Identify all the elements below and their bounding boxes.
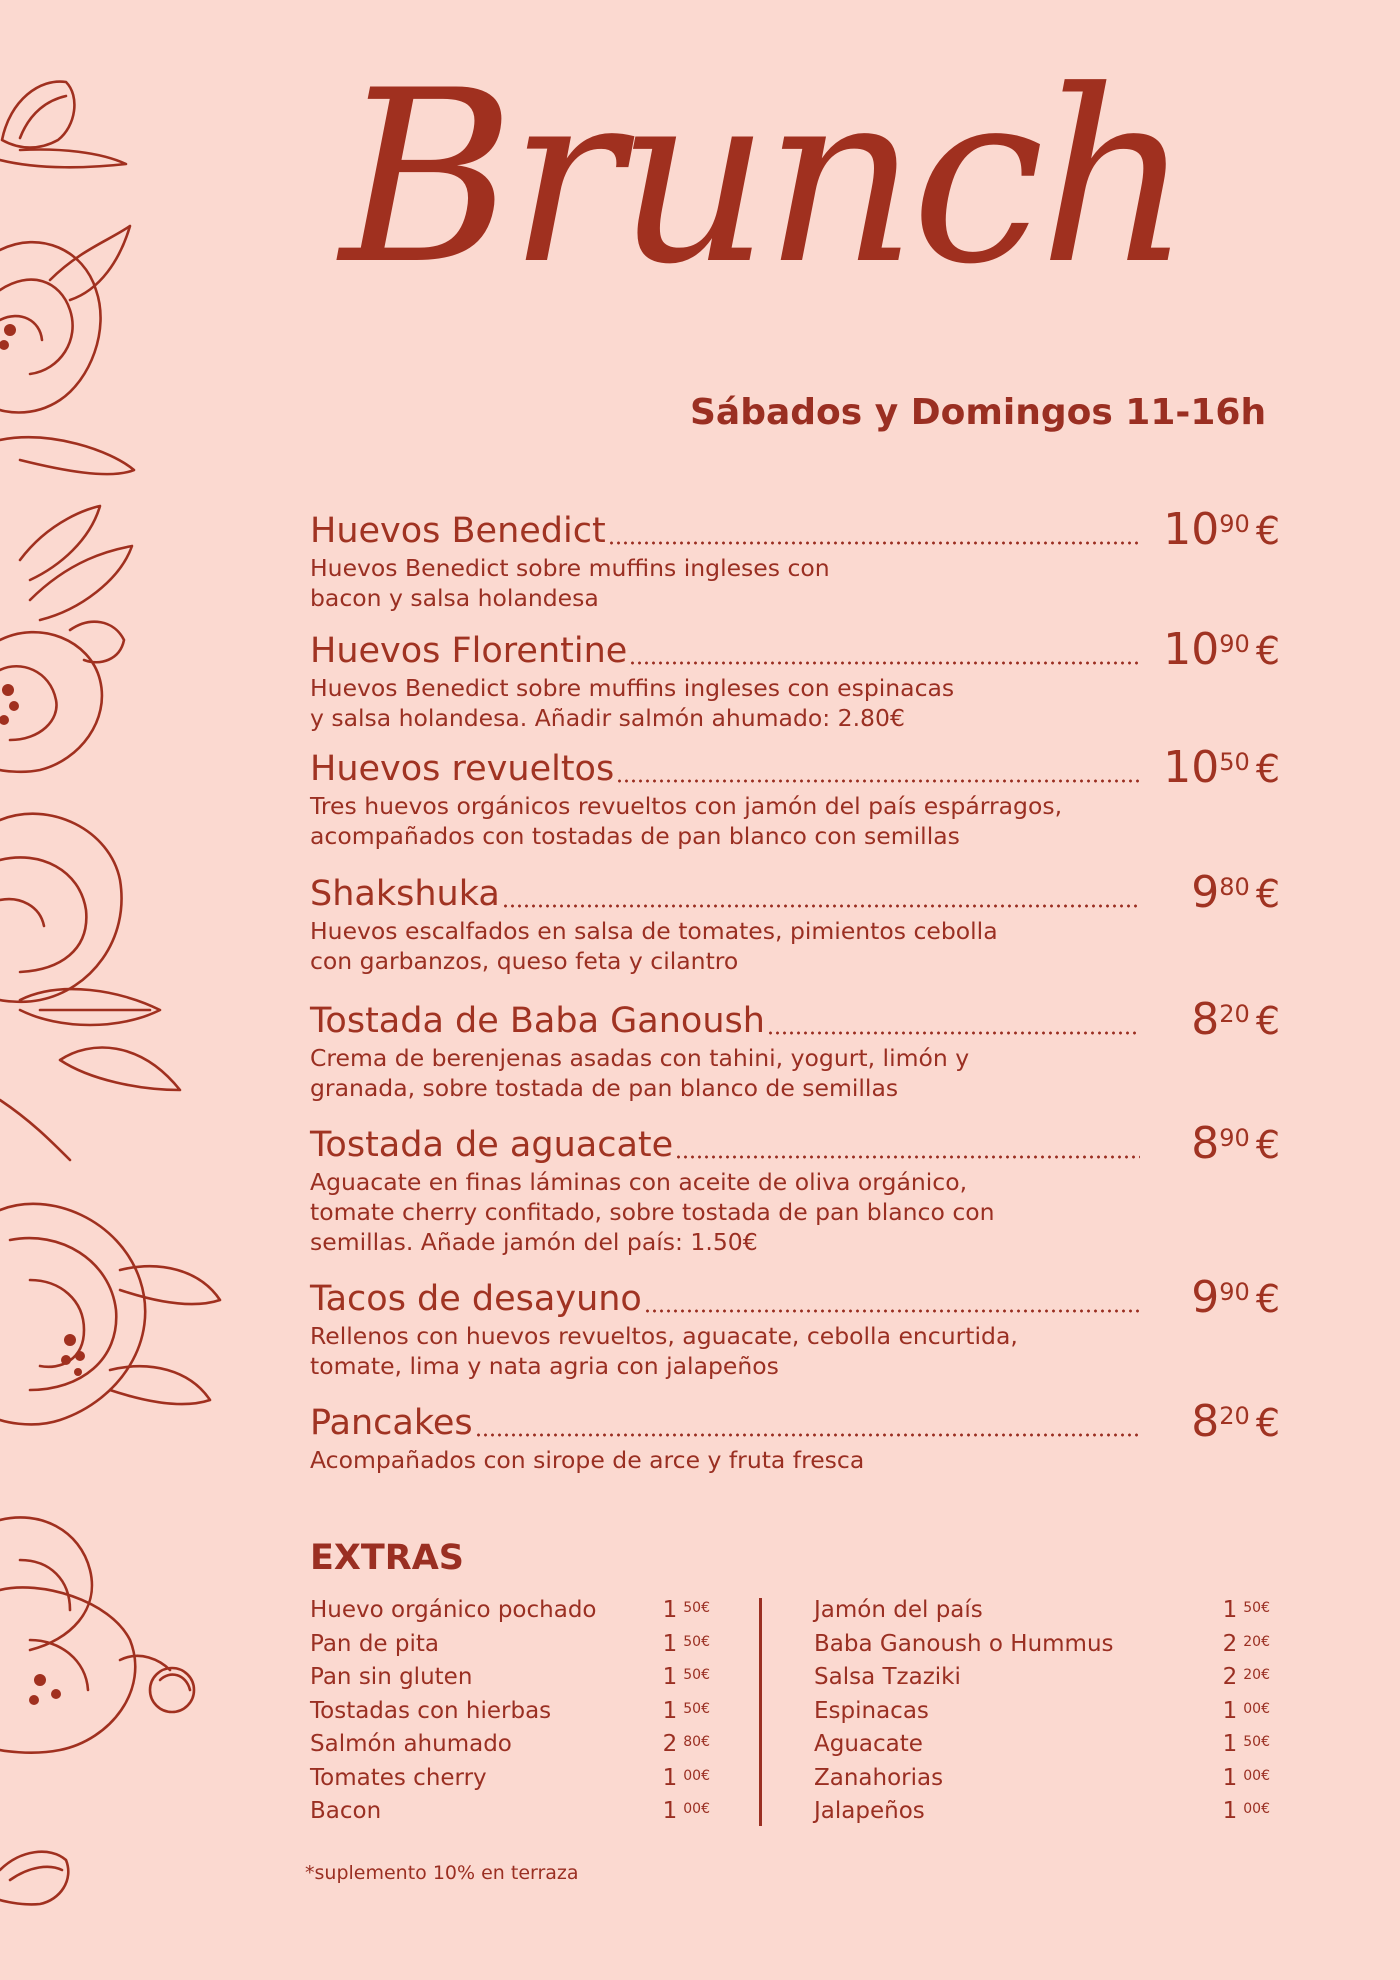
extra-item [310,1628,710,1662]
extra-item [814,1594,1270,1628]
price-decimal: 50€ [683,1700,710,1717]
schedule-subtitle: Sábados y Domingos 11-16h [690,392,1267,433]
description-line: Acompañados con sirope de arce y fruta fresca [310,1446,865,1474]
price-currency: € [1255,872,1280,916]
floral-illustration-icon [0,0,240,1980]
menu-item-name: Huevos Florentine [310,631,628,671]
menu-item-price [1152,1272,1280,1323]
price-decimal: 80 [1219,873,1250,901]
price-integer: 1 [1222,1731,1238,1757]
price-integer: 1 [662,1798,678,1824]
dot-leader [475,1431,1140,1439]
menu-item-price [1152,504,1280,555]
description-line: Crema de berenjenas asadas con tahini, yogurt, limón y [310,1044,970,1072]
extra-item-name: Zanahorias [814,1764,944,1791]
price-decimal: 90 [1219,1124,1250,1152]
dot-leader [608,539,1140,547]
description-line: granada, sobre tostada de pan blanco de semillas [310,1074,899,1102]
price-decimal: 90 [1219,1278,1250,1306]
menu-item [310,624,1280,733]
extra-item-price [1223,1594,1270,1628]
menu-item-name: Huevos Benedict [310,511,606,551]
price-integer: 1 [1222,1697,1238,1724]
price-integer: 1 [662,1630,678,1657]
extras-title: EXTRAS [310,1538,465,1578]
description-line: tomate cherry confitado, sobre tostada de pan blanco con [310,1198,995,1226]
extra-item-name: Tomates cherry [310,1764,487,1791]
extra-item [814,1695,1270,1729]
price-integer: 8 [1191,994,1220,1045]
menu-item-price [1152,867,1280,918]
menu-item-name: Shakshuka [310,874,500,914]
extra-item-price [663,1695,710,1729]
description-line: Huevos escalfados en salsa de tomates, pimientos cebolla [310,917,998,945]
price-integer: 9 [1191,1272,1220,1323]
price-decimal: 20 [1219,1402,1250,1430]
menu-item [310,504,1280,613]
dot-leader [616,777,1140,785]
extra-item-price [663,1661,710,1695]
menu-item-price [1152,1396,1280,1447]
price-integer: 10 [1163,504,1220,555]
menu-item-description [310,553,1280,613]
price-decimal: 50€ [683,1667,710,1683]
extra-item-name: Aguacate [814,1731,923,1757]
price-integer: 2 [662,1731,678,1757]
price-decimal: 20€ [1243,1667,1270,1683]
price-integer: 1 [1222,1597,1238,1623]
menu-item-description [310,1167,1280,1257]
price-integer: 1 [662,1597,678,1623]
extra-item-name: Espinacas [814,1697,929,1724]
price-decimal: 00€ [1243,1801,1270,1817]
price-integer: 8 [1191,1396,1220,1447]
extra-item-name: Salmón ahumado [310,1731,512,1757]
menu-item-price [1152,742,1280,793]
menu-item-description [310,791,1280,851]
extra-item-name: Pan de pita [310,1630,439,1657]
extra-item-price [1223,1661,1270,1695]
price-integer: 10 [1163,624,1220,675]
extra-item-price [1223,1795,1270,1829]
description-line: y salsa holandesa. Añadir salmón ahumado: 2.80€ [310,704,905,732]
price-currency: € [1255,747,1280,791]
extra-item-name: Baba Ganoush o Hummus [814,1630,1114,1657]
extra-item-name: Jalapeños [814,1798,925,1824]
description-line: tomate, lima y nata agria con jalapeños [310,1352,779,1380]
description-line: semillas. Añade jamón del país: 1.50€ [310,1228,758,1256]
menu-item [310,742,1280,851]
extra-item [310,1728,710,1762]
extra-item [310,1795,710,1829]
menu-item-description [310,916,1280,976]
price-decimal: 90 [1219,630,1250,658]
menu-item [310,1396,1280,1475]
price-decimal: 50 [1219,748,1250,776]
extra-item-name: Bacon [310,1798,382,1824]
price-decimal: 00€ [683,1801,710,1817]
extra-item-price [663,1795,710,1829]
price-integer: 1 [1222,1764,1238,1791]
description-line: Huevos Benedict sobre muffins ingleses con espinacas [310,674,955,702]
extra-item-name: Tostadas con hierbas [310,1697,552,1724]
price-currency: € [1255,1401,1280,1445]
extra-item-name: Salsa Tzaziki [814,1664,961,1690]
price-currency: € [1255,509,1280,553]
extra-item [814,1762,1270,1796]
description-line: con garbanzos, queso feta y cilantro [310,947,739,975]
extra-item-price [1223,1762,1270,1796]
extras-column-right [814,1594,1270,1829]
extra-item-price [663,1594,710,1628]
price-currency: € [1255,629,1280,673]
extras-column-left [310,1594,710,1829]
description-line: Tres huevos orgánicos revueltos con jamón del país espárragos, [310,792,1063,820]
extra-item-name: Huevo orgánico pochado [310,1597,597,1623]
description-line: acompañados con tostadas de pan blanco con semillas [310,822,960,850]
dot-leader [629,659,1140,667]
menu-item-description [310,1043,1280,1103]
extra-item-price [663,1762,710,1796]
menu-item [310,1272,1280,1381]
price-integer: 8 [1191,1118,1220,1169]
menu-item [310,867,1280,976]
menu-item-name: Tostada de Baba Ganoush [310,1001,765,1041]
price-decimal: 50€ [1243,1600,1270,1616]
price-currency: € [1255,999,1280,1043]
extra-item-price [1223,1695,1270,1729]
price-decimal: 50€ [1243,1734,1270,1750]
price-decimal: 00€ [1243,1700,1270,1717]
price-integer: 10 [1163,742,1220,793]
extra-item-price [1223,1628,1270,1662]
footnote: *suplemento 10% en terraza [305,1862,579,1884]
price-currency: € [1255,1123,1280,1167]
description-line: Huevos Benedict sobre muffins ingleses con [310,554,830,582]
menu-item-description [310,673,1280,733]
menu-item-description [310,1321,1280,1381]
menu-item-price [1152,994,1280,1045]
description-line: Rellenos con huevos revueltos, aguacate, cebolla encurtida, [310,1322,1018,1350]
menu-item-description [310,1445,1280,1475]
menu-item [310,1118,1280,1257]
extra-item-price [663,1628,710,1662]
price-decimal: 50€ [683,1633,710,1650]
extra-item-name: Pan sin gluten [310,1664,473,1690]
price-decimal: 20€ [1243,1633,1270,1650]
description-line: Aguacate en finas láminas con aceite de oliva orgánico, [310,1168,968,1196]
menu-item-price [1152,1118,1280,1169]
dot-leader [502,902,1140,910]
price-integer: 1 [662,1764,678,1791]
menu-item-price [1152,624,1280,675]
extra-item-name: Jamón del país [814,1597,983,1623]
price-integer: 2 [1222,1630,1238,1657]
extra-item-price [663,1728,710,1762]
menu-item-name: Pancakes [310,1403,473,1443]
description-line: bacon y salsa holandesa [310,584,599,612]
price-decimal: 80€ [683,1734,710,1750]
extra-item [310,1762,710,1796]
page-title: Brunch [340,40,1186,317]
price-currency: € [1255,1277,1280,1321]
price-decimal: 50€ [683,1600,710,1616]
price-integer: 9 [1191,867,1220,918]
extra-item [814,1728,1270,1762]
extra-item [814,1628,1270,1662]
dot-leader [675,1153,1140,1161]
dot-leader [644,1307,1140,1315]
price-integer: 2 [1222,1664,1238,1690]
price-decimal: 00€ [683,1767,710,1784]
extra-item [814,1795,1270,1829]
price-integer: 1 [662,1697,678,1724]
extra-item [310,1695,710,1729]
menu-item-name: Tacos de desayuno [310,1279,642,1319]
extra-item-price [1223,1728,1270,1762]
price-decimal: 00€ [1243,1767,1270,1784]
extra-item [310,1661,710,1695]
price-integer: 1 [662,1664,678,1690]
price-integer: 1 [1222,1798,1238,1824]
extra-item [310,1594,710,1628]
menu-item-name: Tostada de aguacate [310,1125,674,1165]
extra-item [814,1661,1270,1695]
menu-item [310,994,1280,1103]
price-decimal: 20 [1219,1000,1250,1028]
dot-leader [767,1029,1140,1037]
price-decimal: 90 [1219,510,1250,538]
extras-divider [759,1598,762,1826]
menu-item-name: Huevos revueltos [310,749,615,789]
